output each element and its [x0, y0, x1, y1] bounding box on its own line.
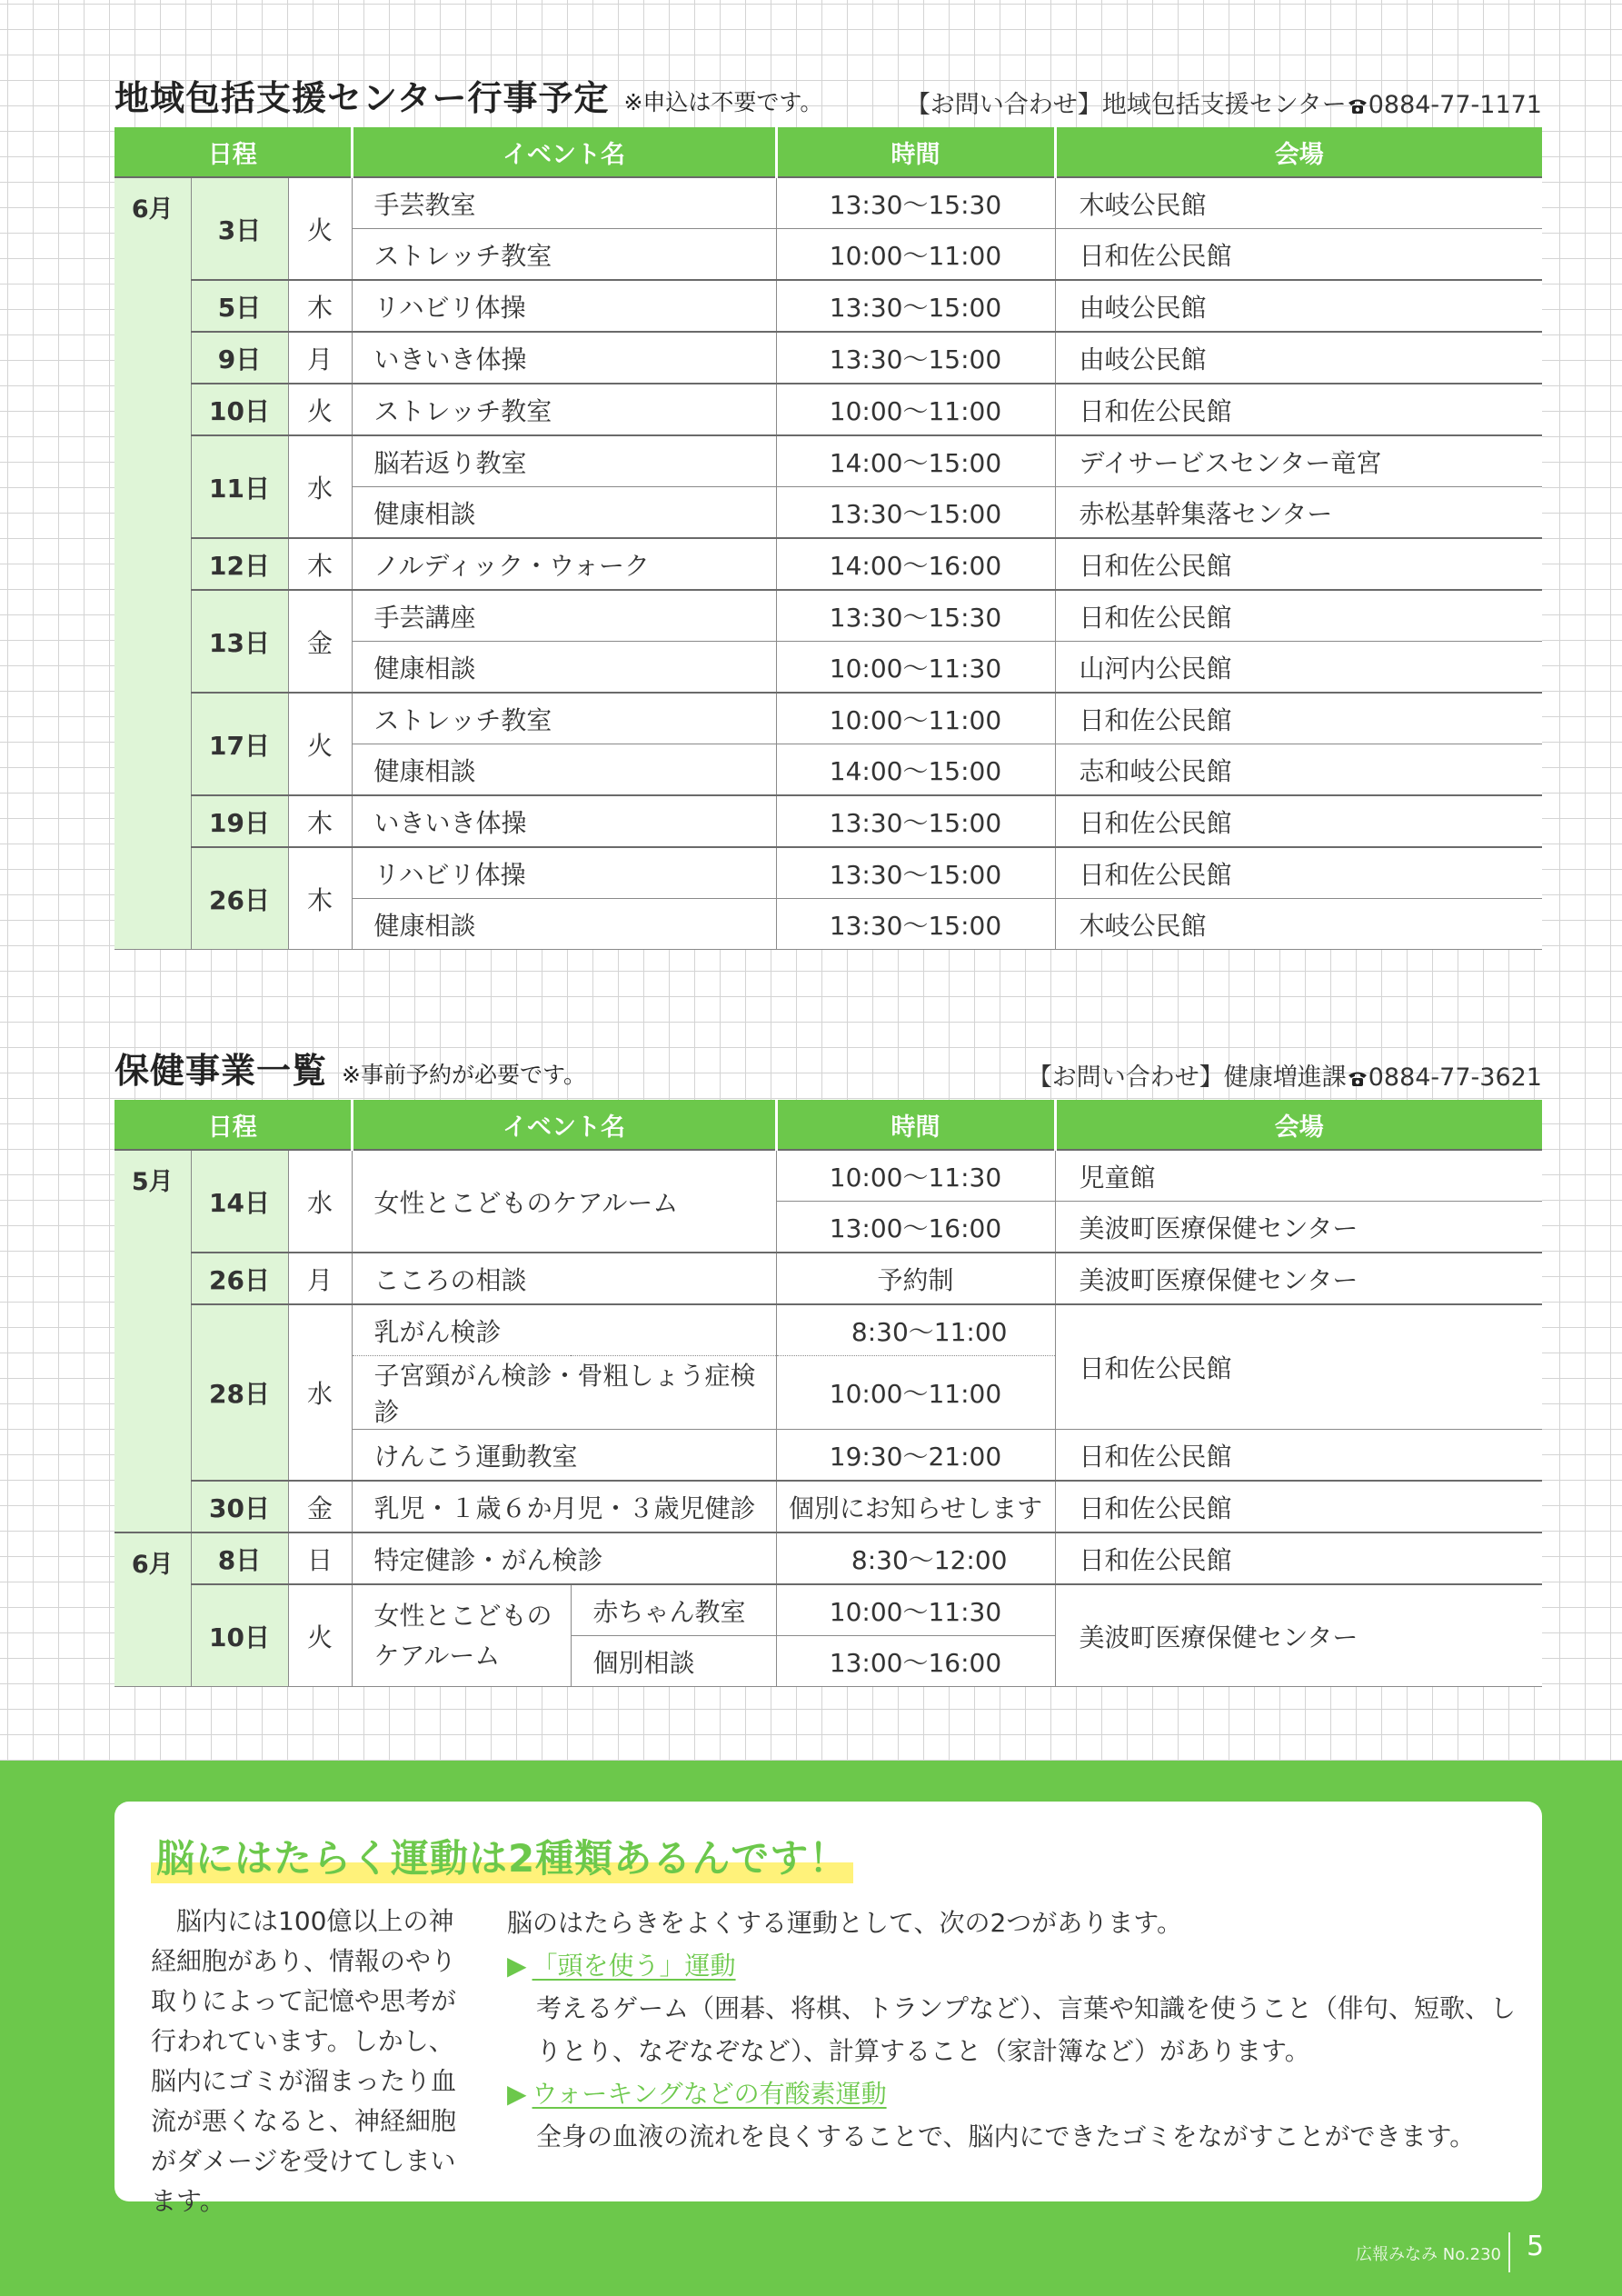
section2-note: ※事前予約が必要です。 — [342, 1062, 586, 1088]
header-venue: 会場 — [1055, 127, 1542, 177]
event-line: ケアルーム — [373, 1640, 501, 1671]
day-cell: 26日 — [191, 847, 288, 950]
day-cell: 30日 — [191, 1481, 288, 1532]
header-time: 時間 — [776, 1100, 1055, 1150]
venue-cell: 日和佐公民館 — [1055, 795, 1542, 847]
time-cell: 8:30〜12:00 — [776, 1532, 1055, 1584]
weekday-cell: 水 — [288, 1150, 352, 1253]
triangle-right-icon: ▶ — [507, 1951, 527, 1981]
day-cell: 9日 — [191, 332, 288, 384]
weekday-cell: 日 — [288, 1532, 352, 1584]
phone-icon — [1347, 1069, 1368, 1087]
weekday-cell: 火 — [288, 177, 352, 280]
venue-cell: 美波町医療保健センター — [1055, 1584, 1542, 1687]
weekday-cell: 火 — [288, 1584, 352, 1687]
day-cell: 11日 — [191, 435, 288, 538]
venue-cell: 山河内公民館 — [1055, 642, 1542, 694]
publication-name: 広報みなみ No.230 — [1356, 2245, 1501, 2264]
footer-divider — [1508, 2232, 1510, 2272]
table-row — [114, 1253, 1542, 1304]
header-event: イベント名 — [352, 127, 776, 177]
venue-cell: 日和佐公民館 — [1055, 1304, 1542, 1430]
info-item1-text: 考えるゲーム（囲碁、将棋、トランプなど）、言葉や知識を使うこと（俳句、短歌、しりとり、なぞなぞなど）、計算すること（家計簿など）があります。 — [536, 1993, 1517, 2066]
venue-cell: デイサービスセンター竜宮 — [1055, 435, 1542, 487]
time-cell: 13:30〜15:30 — [776, 177, 1055, 229]
health-programs-table — [114, 1100, 1542, 1687]
event-cell: 女性とこどものケアルーム — [352, 1150, 776, 1253]
time-cell: 13:30〜15:00 — [776, 899, 1055, 950]
page-number: 5 — [1527, 2231, 1545, 2262]
day-cell: 17日 — [191, 693, 288, 795]
time-cell: 14:00〜15:00 — [776, 435, 1055, 487]
table-row — [114, 1584, 1542, 1636]
event-cell: 脳若返り教室 — [352, 435, 776, 487]
table-header-row — [114, 1100, 1542, 1150]
table-row — [114, 1304, 1542, 1356]
event-cell: ノルディック・ウォーク — [352, 538, 776, 590]
event-cell — [352, 1584, 571, 1687]
info-right-column — [507, 1902, 1516, 2158]
weekday-cell: 火 — [288, 384, 352, 435]
header-event: イベント名 — [352, 1100, 776, 1150]
event-cell: 子宮頸がん検診・骨粗しょう症検診 — [352, 1356, 776, 1430]
event-cell: ストレッチ教室 — [352, 229, 776, 281]
time-cell: 13:30〜15:00 — [776, 795, 1055, 847]
section2-title — [114, 1043, 586, 1093]
table-row — [114, 280, 1542, 332]
venue-cell: 志和岐公民館 — [1055, 744, 1542, 796]
section1-phone[interactable]: 0884-77-1171 — [1368, 91, 1542, 119]
time-cell: 10:00〜11:30 — [776, 1584, 1055, 1636]
table-row — [114, 538, 1542, 590]
event-cell: いきいき体操 — [352, 332, 776, 384]
time-cell: 13:30〜15:00 — [776, 280, 1055, 332]
event-cell: 特定健診・がん検診 — [352, 1532, 776, 1584]
section1-note: ※申込は不要です。 — [623, 89, 823, 115]
community-center-schedule-table — [114, 127, 1542, 950]
table-row — [114, 332, 1542, 384]
event-line: 女性とこどもの — [373, 1600, 552, 1631]
weekday-cell: 月 — [288, 332, 352, 384]
day-cell: 8日 — [191, 1532, 288, 1584]
time-cell: 13:30〜15:00 — [776, 487, 1055, 539]
table-row — [114, 1150, 1542, 1202]
info-left-text: 脳内には100億以上の神経細胞があり、情報のやり取りによって記憶や思考が行われています。しかし、脳内にゴミが溜まったり血流が悪くなると、神経細胞がダメージを受けてしまいます。 — [151, 1906, 457, 2216]
table-row — [114, 1532, 1542, 1584]
weekday-cell: 木 — [288, 280, 352, 332]
section1-title — [114, 70, 822, 120]
section2-contact — [1028, 1057, 1542, 1093]
weekday-cell: 木 — [288, 795, 352, 847]
month-cell: 5月 — [114, 1150, 191, 1532]
time-cell: 10:00〜11:00 — [776, 693, 1055, 744]
venue-cell: 日和佐公民館 — [1055, 1430, 1542, 1482]
info-title: 脳にはたらく運動は2種類あるんです！ — [151, 1829, 853, 1883]
triangle-right-icon: ▶ — [507, 2079, 527, 2109]
venue-cell: 日和佐公民館 — [1055, 384, 1542, 435]
day-cell: 14日 — [191, 1150, 288, 1253]
info-card — [114, 1802, 1542, 2216]
month-cell: 6月 — [114, 1532, 191, 1687]
day-cell: 12日 — [191, 538, 288, 590]
time-cell: 8:30〜11:00 — [776, 1304, 1055, 1356]
day-cell: 28日 — [191, 1304, 288, 1481]
section2-phone[interactable]: 0884-77-3621 — [1368, 1063, 1542, 1092]
sub-event-cell: 赤ちゃん教室 — [571, 1584, 776, 1636]
time-cell: 13:00〜16:00 — [776, 1202, 1055, 1253]
weekday-cell: 金 — [288, 590, 352, 693]
info-intro: 脳のはたらきをよくする運動として、次の2つがあります。 — [507, 1908, 1183, 1938]
time-cell: 10:00〜11:00 — [776, 229, 1055, 281]
time-cell: 10:00〜11:30 — [776, 642, 1055, 694]
time-cell: 13:30〜15:30 — [776, 590, 1055, 642]
day-cell: 3日 — [191, 177, 288, 280]
time-cell: 13:30〜15:00 — [776, 332, 1055, 384]
time-cell: 10:00〜11:00 — [776, 1356, 1055, 1430]
event-cell: ストレッチ教室 — [352, 384, 776, 435]
venue-cell: 児童館 — [1055, 1150, 1542, 1202]
table-row — [114, 1481, 1542, 1532]
venue-cell: 木岐公民館 — [1055, 899, 1542, 950]
weekday-cell: 月 — [288, 1253, 352, 1304]
table-row — [114, 177, 1542, 229]
header-schedule: 日程 — [114, 127, 352, 177]
table-row — [114, 795, 1542, 847]
day-cell: 5日 — [191, 280, 288, 332]
section1-title-text: 地域包括支援センター行事予定 — [114, 78, 610, 118]
venue-cell: 木岐公民館 — [1055, 177, 1542, 229]
section1-header — [114, 73, 1542, 124]
venue-cell: 日和佐公民館 — [1055, 229, 1542, 281]
venue-cell: 美波町医療保健センター — [1055, 1202, 1542, 1253]
time-cell: 個別にお知らせします — [776, 1481, 1055, 1532]
venue-cell: 日和佐公民館 — [1055, 847, 1542, 899]
time-cell: 14:00〜15:00 — [776, 744, 1055, 796]
weekday-cell: 木 — [288, 538, 352, 590]
venue-cell: 由岐公民館 — [1055, 280, 1542, 332]
time-cell: 10:00〜11:00 — [776, 384, 1055, 435]
event-cell: けんこう運動教室 — [352, 1430, 776, 1482]
day-cell: 10日 — [191, 384, 288, 435]
phone-icon — [1347, 96, 1368, 115]
section2-header — [114, 1045, 1542, 1096]
venue-cell: 美波町医療保健センター — [1055, 1253, 1542, 1304]
venue-cell: 赤松基幹集落センター — [1055, 487, 1542, 539]
section1-contact-label: 【お問い合わせ】地域包括支援センター — [905, 91, 1347, 119]
day-cell: 13日 — [191, 590, 288, 693]
sub-event-cell: 個別相談 — [571, 1636, 776, 1687]
event-cell: いきいき体操 — [352, 795, 776, 847]
month-cell: 6月 — [114, 177, 191, 950]
day-cell: 10日 — [191, 1584, 288, 1687]
event-cell: 健康相談 — [352, 899, 776, 950]
section2-title-text: 保健事業一覧 — [114, 1051, 328, 1091]
time-cell: 14:00〜16:00 — [776, 538, 1055, 590]
event-cell: 健康相談 — [352, 487, 776, 539]
event-cell: ストレッチ教室 — [352, 693, 776, 744]
table-row — [114, 847, 1542, 899]
time-cell: 予約制 — [776, 1253, 1055, 1304]
event-cell: リハビリ体操 — [352, 280, 776, 332]
page-footer — [1272, 2229, 1563, 2272]
weekday-cell: 水 — [288, 1304, 352, 1481]
weekday-cell: 金 — [288, 1481, 352, 1532]
info-item1-title: 「頭を使う」運動 — [532, 1951, 736, 1981]
time-cell: 19:30〜21:00 — [776, 1430, 1055, 1482]
table-header-row — [114, 127, 1542, 177]
table-row — [114, 693, 1542, 744]
header-venue: 会場 — [1055, 1100, 1542, 1150]
venue-cell: 日和佐公民館 — [1055, 1532, 1542, 1584]
info-item2-heading — [507, 2072, 1516, 2115]
venue-cell: 日和佐公民館 — [1055, 590, 1542, 642]
event-cell: 乳がん検診 — [352, 1304, 776, 1356]
weekday-cell: 水 — [288, 435, 352, 538]
info-item1-heading — [507, 1944, 1516, 1987]
table-row — [114, 384, 1542, 435]
time-cell: 13:00〜16:00 — [776, 1636, 1055, 1687]
section2-contact-label: 【お問い合わせ】健康増進課 — [1027, 1063, 1347, 1092]
event-cell: リハビリ体操 — [352, 847, 776, 899]
event-cell: 手芸講座 — [352, 590, 776, 642]
event-cell: 乳児・１歳６か月児・３歳児健診 — [352, 1481, 776, 1532]
venue-cell: 由岐公民館 — [1055, 332, 1542, 384]
event-cell: 健康相談 — [352, 642, 776, 694]
section1-contact — [906, 85, 1542, 120]
info-item2-title: ウォーキングなどの有酸素運動 — [532, 2079, 887, 2109]
venue-cell: 日和佐公民館 — [1055, 1481, 1542, 1532]
table-row — [114, 435, 1542, 487]
weekday-cell: 木 — [288, 847, 352, 950]
weekday-cell: 火 — [288, 693, 352, 795]
venue-cell: 日和佐公民館 — [1055, 538, 1542, 590]
venue-cell: 日和佐公民館 — [1055, 693, 1542, 744]
day-cell: 19日 — [191, 795, 288, 847]
header-schedule: 日程 — [114, 1100, 352, 1150]
table-row — [114, 590, 1542, 642]
header-time: 時間 — [776, 127, 1055, 177]
day-cell: 26日 — [191, 1253, 288, 1304]
event-cell: 健康相談 — [352, 744, 776, 796]
time-cell: 10:00〜11:30 — [776, 1150, 1055, 1202]
time-cell: 13:30〜15:00 — [776, 847, 1055, 899]
info-item2-text: 全身の血液の流れを良くすることで、脳内にできたゴミをながすことができます。 — [536, 2121, 1476, 2151]
event-cell: こころの相談 — [352, 1253, 776, 1304]
event-cell: 手芸教室 — [352, 177, 776, 229]
